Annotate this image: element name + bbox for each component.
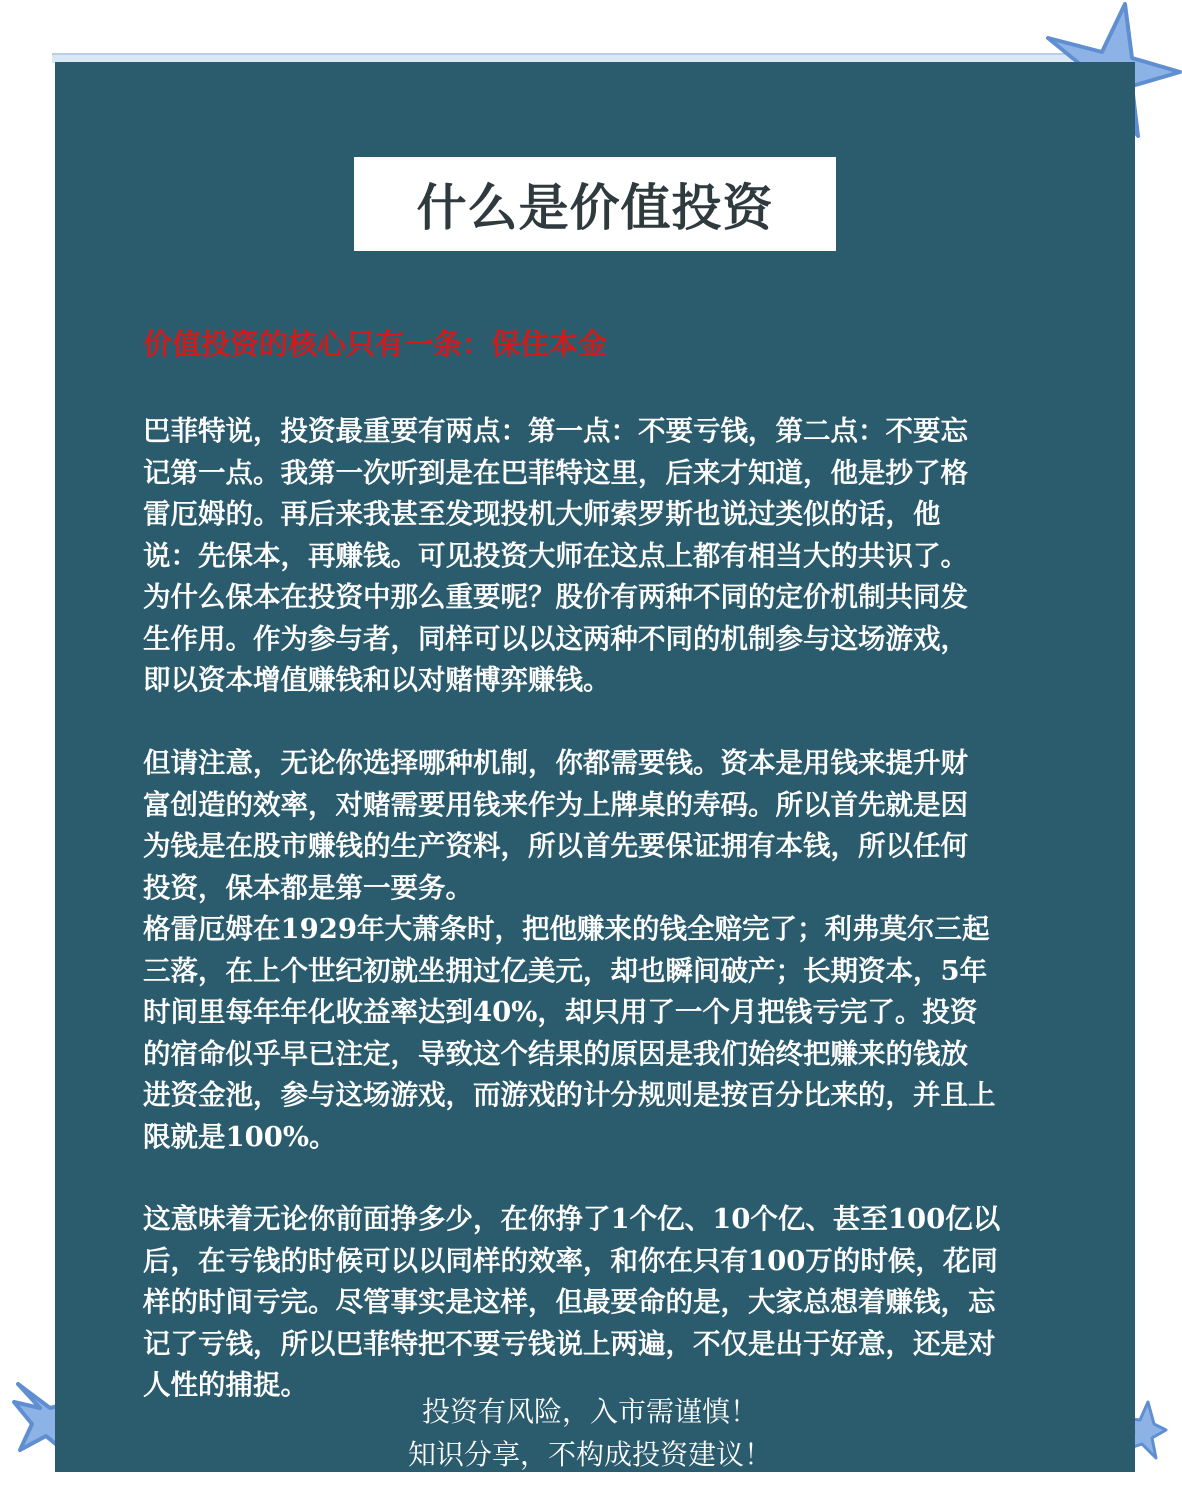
paragraph-1 (143, 411, 1053, 702)
paragraph-line: 说：先保本，再赚钱。可见投资大师在这点上都有相当大的共识了。 (143, 539, 968, 572)
paragraph-line: 时间里每年年化收益率达到40%，却只用了一个月把钱亏完了。投资 (143, 996, 978, 1028)
paragraph-line: 记第一点。我第一次听到是在巴菲特这里，后来才知道，他是抄了格 (143, 456, 968, 489)
paragraph-3 (143, 1199, 1053, 1407)
paragraph-line: 富创造的效率，对赌需要用钱来作为上牌桌的寿码。所以首先就是因 (143, 788, 968, 821)
paragraph-line: 样的时间亏完。尽管事实是这样，但最要命的是，大家总想着赚钱，忘 (143, 1286, 996, 1318)
paragraph-line: 三落，在上个世纪初就坐拥过亿美元，却也瞬间破产；长期资本，5年 (143, 954, 988, 987)
paragraph-line: 的宿命似乎早已注定，导致这个结果的原因是我们始终把赚来的钱放 (143, 1037, 968, 1070)
paragraph-line: 进资金池，参与这场游戏，而游戏的计分规则是按百分比来的，并且上 (143, 1079, 996, 1111)
headline: 价值投资的核心只有一条：保住本金 (143, 327, 608, 361)
paragraph-line: 生作用。作为参与者，同样可以以这两种不同的机制参与这场游戏， (143, 622, 968, 655)
title-box (354, 157, 836, 251)
paragraph-line: 格雷厄姆在1929年大萧条时，把他赚来的钱全赔完了；利弗莫尔三起 (143, 913, 990, 945)
paragraph-line: 但请注意，无论你选择哪种机制，你都需要钱。资本是用钱来提升财 (143, 747, 968, 779)
page-title: 什么是价值投资 (416, 179, 774, 237)
risk-disclaimer: 投资有风险，入市需谨慎！ (421, 1395, 758, 1428)
paragraph-line: 限就是100%。 (143, 1120, 337, 1153)
paragraph-line: 巴菲特说，投资最重要有两点：第一点：不要亏钱，第二点：不要忘 (143, 415, 968, 447)
paragraph-line: 这意味着无论你前面挣多少，在你挣了1个亿、10个亿、甚至100亿以 (143, 1203, 1001, 1235)
paragraph-line: 为什么保本在投资中那么重要呢？股价有两种不同的定价机制共同发 (143, 581, 968, 613)
paragraph-line: 记了亏钱，所以巴菲特把不要亏钱说上两遍，不仅是出于好意，还是对 (143, 1327, 996, 1360)
paragraph-line: 为钱是在股市赚钱的生产资料，所以首先要保证拥有本钱，所以任何 (143, 830, 968, 862)
paragraph-line: 人性的捕捉。 (143, 1369, 308, 1401)
paragraph-line: 后，在亏钱的时候可以以同样的效率，和你在只有100万的时候，花同 (143, 1244, 998, 1277)
paragraph-line: 投资，保本都是第一要务。 (143, 871, 473, 904)
advice-disclaimer: 知识分享，不构成投资建议！ (407, 1438, 772, 1471)
paragraph-2 (143, 743, 1053, 1158)
paragraph-line: 雷厄姆的。再后来我甚至发现投机大师索罗斯也说过类似的话，他 (143, 498, 941, 530)
paragraph-line: 即以资本增值赚钱和以对赌博弈赚钱。 (143, 664, 611, 696)
